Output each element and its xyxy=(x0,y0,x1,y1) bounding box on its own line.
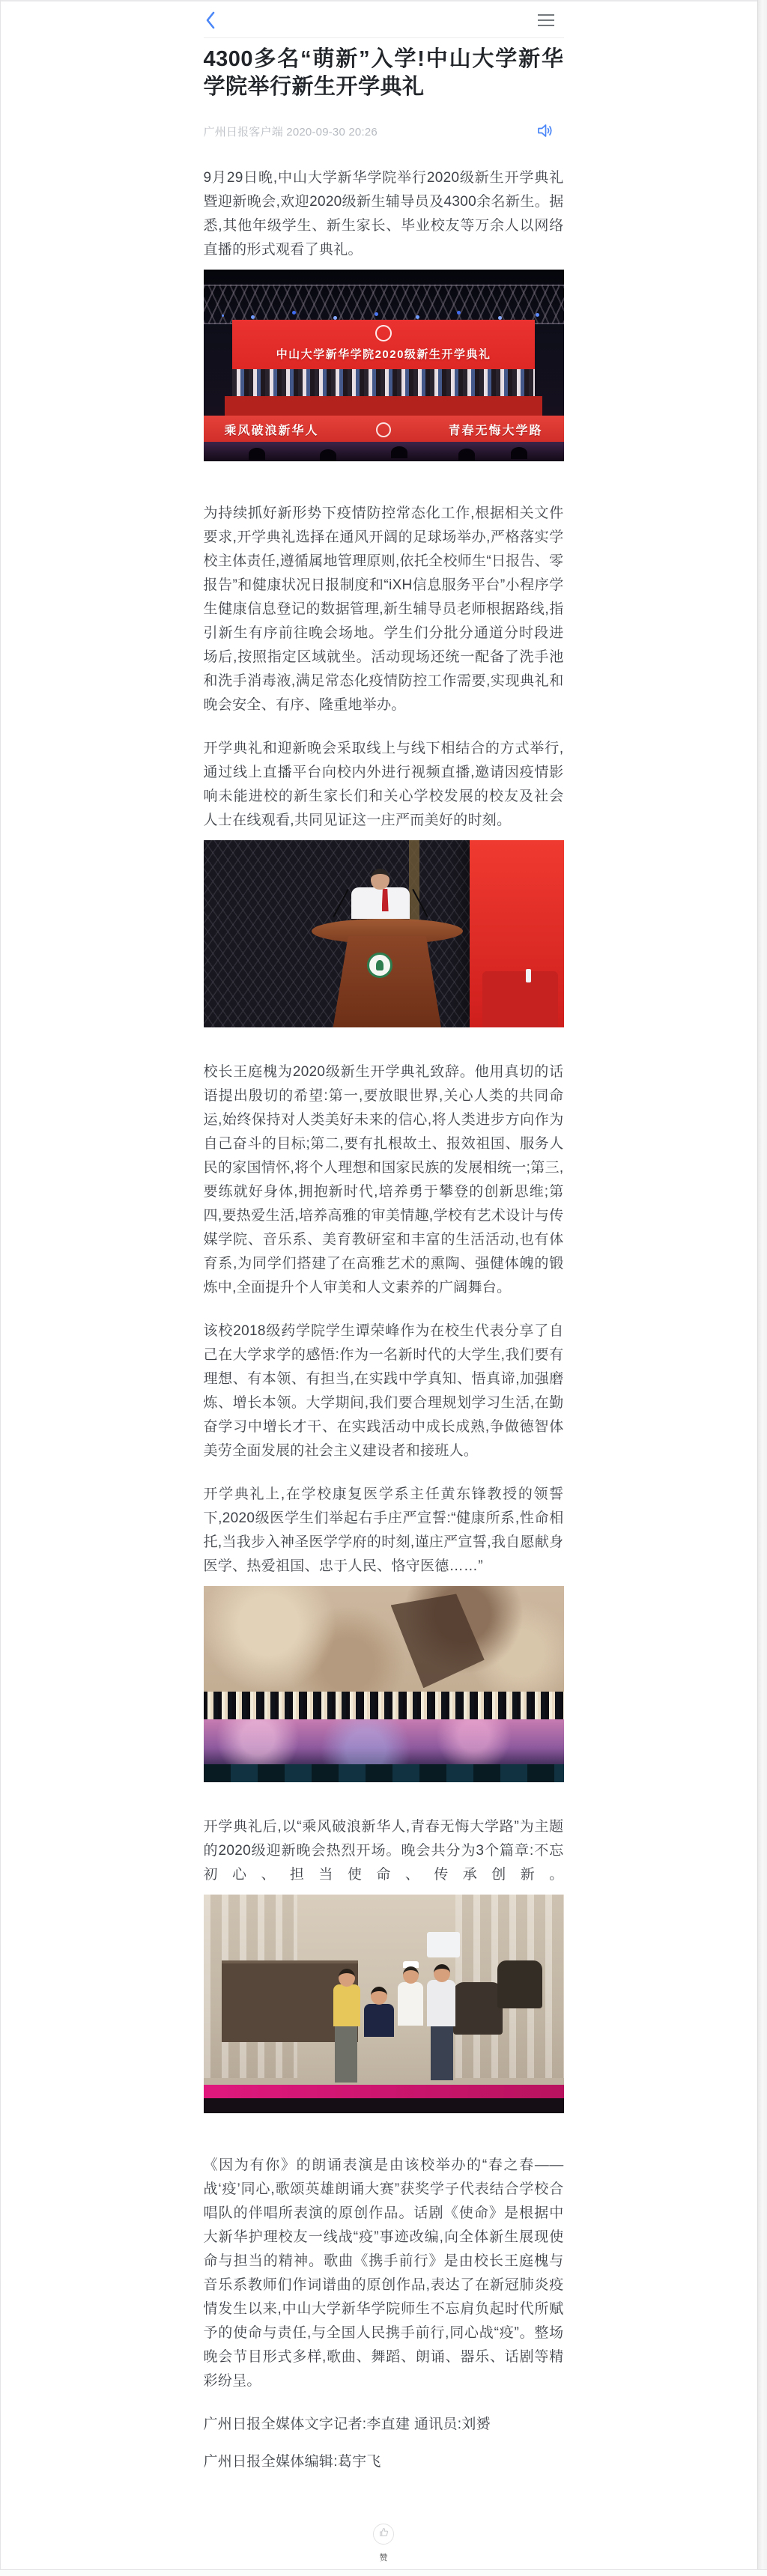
article-photo-president-speech[interactable] xyxy=(204,840,564,1027)
photo-office-chair-back xyxy=(453,1982,503,2035)
byline-row xyxy=(204,124,564,139)
photo-water-bottle xyxy=(526,969,531,982)
back-button[interactable] xyxy=(204,10,219,32)
scrollbar[interactable] xyxy=(757,0,767,2576)
thumb-up-icon xyxy=(379,2527,389,2541)
photo-podium-body xyxy=(333,936,441,1028)
page-footer xyxy=(0,2524,767,2576)
photo-performers-row xyxy=(204,1692,564,1723)
photo-stage-strip xyxy=(204,2085,564,2098)
photo-actor-yellow-legs xyxy=(335,2026,357,2083)
article-photo-stage-drama[interactable] xyxy=(204,1895,564,2113)
paragraph-student-representative: 该校2018级药学院学生谭荣峰作为在校生代表分享了自己在大学求学的感悟:作为一名新时代的大学生,我们要有理想、有本领、有担当,在实践中学真知、悟真谛,加强磨炼、增长本领。大学期间,我们要合理规划学习生活,在勤奋学习中增长才干、在实践活动中成长成熟,争做德智体美劳全面发展的社会主义建设者和接班人。 xyxy=(203,1323,564,1459)
paragraph-intro: 9月29日晚,中山大学新华学院举行2020级新生开学典礼暨迎新晚会,欢迎2020级新生辅导员及4300余名新生。据悉,其他年级学生、新生家长、毕业校友等万余人以网络直播的形式观看了典礼。 xyxy=(203,170,564,258)
paragraph-president-remarks: 校长王庭槐为2020级新生开学典礼致辞。他用真切的话语提出殷切的希望:第一,要放眼世界,关心人类的共同命运,始终保持对人类美好未来的信心,将人类进步方向作为自己奋斗的目标;第二,要有扎根故土、报效祖国、服务人民的家国情怀,将个人理想和国家民族的发展相统一;第三,要练就好身体,拥抱新时代,培养勇于攀登的创新思维;第四,要热爱生活,培养高雅的审美情趣,学校有艺术设计与传媒学院、音乐系、美育教研室和丰富的生活活动,也有体育系,为同学们搭建了在高雅艺术的熏陶、强健体魄的锻炼中,全面提升个人审美和人文素养的广阔舞台。 xyxy=(203,1064,564,1295)
read-aloud-button[interactable] xyxy=(537,124,554,140)
photo-speaker-torso xyxy=(351,887,410,919)
photo-actor-seated-head xyxy=(371,1987,387,2005)
article-column xyxy=(204,0,564,2474)
photo-audience-heads xyxy=(249,448,265,460)
photo-projection-screen xyxy=(204,1586,564,1698)
like-label: 赞 xyxy=(379,2554,388,2563)
photo-actor-yellow-head xyxy=(339,1969,355,1987)
credit-reporter: 广州日报全媒体文字记者:李直建 通讯员:刘赟 xyxy=(203,2416,491,2432)
photo-stage-glow xyxy=(204,1719,564,1767)
paragraph-epidemic-measures: 为持续抓好新形势下疫情防控常态化工作,根据相关文件要求,开学典礼选择在通风开阔的足球场举办,严格落实学校主体责任,遵循属地管理原则,依托全校师生“日报告、零报告”和健康状况日报制度和“iXH信息服务平台”小程序学生健康信息登记的数据管理,新生辅导员老师根据路线,指引新生有序前往晚会场地。学生们分批分通道分时段进场后,按照指定区域就坐。活动现场还统一配备了洗手池和洗手消毒液,满足常态化疫情防控工作需要,实现典礼和晚会安全、有序、隆重地举办。 xyxy=(203,505,564,713)
menu-button[interactable] xyxy=(538,13,554,30)
page-left-edge xyxy=(0,0,1,2576)
photo-side-table xyxy=(482,971,558,1027)
slogan-left: 乘风破浪新华人 xyxy=(224,425,319,438)
back-arrow-icon xyxy=(204,10,219,32)
credit-editor: 广州日报全媒体编辑:葛宇飞 xyxy=(203,2454,381,2470)
photo-actor-doctor-coat xyxy=(427,1980,455,2026)
photo-actor-seated xyxy=(364,2004,394,2037)
photo-stage-floor xyxy=(204,2098,564,2113)
photo-stage-lights xyxy=(222,315,224,317)
photo-actor-yellow-shirt xyxy=(333,1984,360,2026)
bottom-divider xyxy=(0,2569,767,2576)
photo-slogan-banner xyxy=(204,416,564,444)
photo-people-row xyxy=(232,369,535,396)
photo-office-chair-front xyxy=(497,1960,542,2008)
photo-monitor xyxy=(427,1932,460,1957)
photo-speaker-tie xyxy=(382,889,389,911)
publish-timestamp: 2020-09-30 20:26 xyxy=(286,126,378,139)
paragraph-medical-oath: 开学典礼上,在学校康复医学系主任黄东锋教授的领誓下,2020级医学生们举起右手庄严宣誓:“健康所系,性命相托,当我步入神圣医学学府的时刻,谨庄严宣誓,我自愿献身医学、热爱祖国、忠于人民、恪守医德……” xyxy=(203,1486,564,1574)
paragraph-livestream: 开学典礼和迎新晚会采取线上与线下相结合的方式举行,通过线上直播平台向校内外进行视频直播,邀请因疫情影响未能进校的新生家长们和关心学校发展的校友及社会人士在线观看,共同见证这一庄严而美好的时刻。 xyxy=(203,741,564,828)
article-photo-ceremony-stage[interactable] xyxy=(204,270,564,461)
byline xyxy=(204,124,378,139)
photo-actor-doctor-legs xyxy=(431,2026,453,2080)
photo-red-table xyxy=(225,396,542,418)
header-bar xyxy=(204,0,564,38)
speaker-icon xyxy=(537,124,554,140)
screen-banner-text: 中山大学新华学院2020级新生开学典礼 xyxy=(276,347,491,361)
slogan-right: 青春无悔大学路 xyxy=(448,425,543,438)
paragraph-program-details: 《因为有你》的朗诵表演是由该校举办的“春之春——战‘疫’同心,歌颂英雄朗诵大赛”获奖学子代表结合学校合唱队的伴唱所表演的原创作品。话剧《使命》是根据中大新华护理校友一线战“疫”事迹改编,向全体新生展现使命与担当的精神。歌曲《携手前行》是由校长王庭槐与音乐系教师们作词谱曲的原创作品,表达了在新冠肺炎疫情发生以来,中山大学新华学院师生不忘肩负起时代所赋予的使命与责任,与全国人民携手前行,同心战“疫”。整场晚会节目形式多样,歌曲、舞蹈、朗诵、器乐、话剧等精彩纷呈。 xyxy=(203,2157,564,2389)
paragraph-gala-opening: 开学典礼后,以“乘风破浪新华人,青春无悔大学路”为主题的2020级迎新晚会热烈开场。晚会共分为3个篇章:不忘初心、担当使命、传承创新。 xyxy=(203,1819,564,1883)
like-button[interactable] xyxy=(373,2524,394,2545)
source-name: 广州日报客户端 xyxy=(203,126,283,139)
page-title: 4300多名“萌新”入学!中山大学新华学院举行新生开学典礼 xyxy=(203,47,564,99)
photo-stage-truss xyxy=(204,285,564,324)
photo-speaker-head xyxy=(371,869,389,890)
photo-actor-nurse xyxy=(398,1982,423,2026)
college-emblem-icon xyxy=(375,325,392,341)
photo-stage-front xyxy=(204,1764,564,1782)
like-section xyxy=(0,2524,767,2563)
menu-icon xyxy=(538,13,554,30)
banner-emblem-icon xyxy=(376,422,391,437)
article-photo-oath-performance[interactable] xyxy=(204,1586,564,1782)
